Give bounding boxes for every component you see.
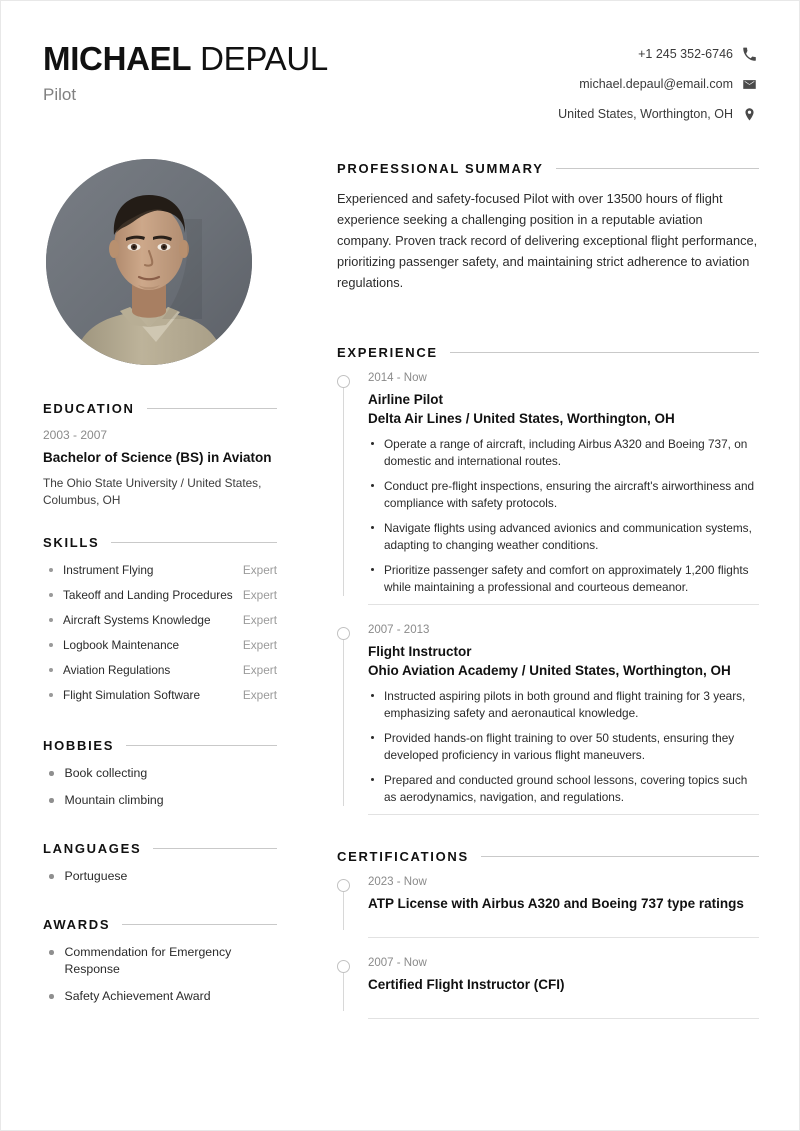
contact-phone[interactable] (558, 41, 757, 67)
timeline-dot-icon (337, 960, 350, 973)
skill-name: Flight Simulation Software (63, 688, 201, 702)
experience-role: Flight Instructor (368, 644, 472, 659)
certification-entry (337, 876, 759, 929)
heading-rule (556, 168, 759, 169)
list-item (43, 562, 277, 579)
certification-entry (337, 957, 759, 1010)
certifications-section (337, 849, 759, 1019)
experience-bullets (368, 436, 759, 595)
experience-dates: 2007 - 2013 (368, 624, 430, 636)
timeline-line (343, 627, 344, 806)
certification-title: Certified Flight Instructor (CFI) (368, 977, 565, 992)
skill-level: Expert (242, 638, 277, 652)
education-heading-text: EDUCATION (43, 401, 135, 416)
languages-section (43, 841, 277, 885)
hobby-text: Mountain climbing (64, 793, 164, 807)
entry-divider (368, 1018, 759, 1019)
education-heading (43, 401, 277, 416)
certification-title: ATP License with Airbus A320 and Boeing 737 type ratings (368, 896, 744, 911)
summary-text: Experienced and safety-focused Pilot with over 13500 hours of flight experience seeking a challenging position in a reputable aviation company. Proven track record of delivering exceptional flight performance, prioritizing passenger safety, and maintaining strict adherence to aviation regulations. (337, 191, 758, 290)
bullet-item: Instructed aspiring pilots in both ground and flight training for 3 years, emphasizing safety and aeronautical knowledge. (368, 688, 759, 721)
awards-heading-text: AWARDS (43, 917, 111, 932)
skill-level: Expert (242, 688, 277, 702)
bullet-item: Operate a range of aircraft, including Airbus A320 and Boeing 737, on domestic and international routes. (368, 436, 759, 469)
bullet-item: Navigate flights using advanced avionics and communication systems, adapting to changing weather conditions. (368, 520, 759, 553)
bullet-icon (49, 568, 53, 572)
certifications-heading (337, 849, 759, 864)
summary-heading-text: PROFESSIONAL SUMMARY (337, 161, 544, 176)
experience-entry (337, 372, 759, 595)
portrait-photo (46, 159, 252, 365)
contact-email-text: michael.depaul@email.com (579, 77, 733, 91)
summary-section (337, 161, 759, 293)
experience-dates: 2014 - Now (368, 372, 427, 384)
bullet-item: Conduct pre-flight inspections, ensuring the aircraft's airworthiness and compliance with safety protocols. (368, 478, 759, 511)
experience-entry (337, 624, 759, 805)
contact-location[interactable] (558, 101, 757, 127)
languages-heading (43, 841, 277, 856)
hobby-text: Book collecting (64, 766, 148, 780)
award-text: Safety Achievement Award (64, 989, 211, 1003)
bullet-icon (49, 643, 53, 647)
languages-heading-text: LANGUAGES (43, 841, 142, 856)
hobbies-heading (43, 738, 277, 753)
list-item (43, 792, 277, 809)
skill-name: Instrument Flying (63, 563, 154, 577)
bullet-icon (49, 668, 53, 672)
experience-organization: Delta Air Lines / United States, Worthington, OH (368, 411, 675, 426)
timeline-dot-icon (337, 627, 350, 640)
skill-level: Expert (242, 663, 277, 677)
bullet-icon (49, 693, 53, 697)
heading-rule (126, 745, 277, 746)
envelope-icon (742, 77, 757, 92)
experience-role: Airline Pilot (368, 392, 444, 407)
bullet-item: Provided hands-on flight training to over 50 students, ensuring they developed proficiency in various flight maneuvers. (368, 730, 759, 763)
contact-phone-text: +1 245 352-6746 (638, 47, 733, 61)
heading-rule (450, 352, 759, 353)
bullet-icon (49, 798, 54, 803)
bullet-item: Prepared and conducted ground school lessons, covering topics such as aerodynamics, navigation, and regulations. (368, 772, 759, 805)
awards-heading (43, 917, 277, 932)
certifications-timeline (337, 876, 759, 1019)
phone-icon (742, 47, 757, 62)
skill-level: Expert (242, 588, 277, 602)
job-title: Pilot (43, 85, 77, 104)
bullet-item: Prioritize passenger safety and comfort on approximately 1,200 flights while maintaining a professional and courteous demeanor. (368, 562, 759, 595)
list-item (43, 944, 277, 978)
list-item (43, 662, 277, 679)
skill-name: Aviation Regulations (63, 663, 171, 677)
list-item (43, 687, 277, 704)
heading-rule (481, 856, 759, 857)
skill-name: Takeoff and Landing Procedures (63, 588, 233, 602)
awards-section (43, 917, 277, 1005)
timeline-line (343, 375, 344, 596)
contact-email[interactable] (558, 71, 757, 97)
first-name: MICHAEL (43, 40, 192, 77)
skills-section (43, 535, 277, 704)
experience-bullets (368, 688, 759, 805)
hobbies-heading-text: HOBBIES (43, 738, 115, 753)
resume-header (43, 39, 757, 129)
contact-list (558, 41, 757, 131)
list-item (43, 868, 277, 885)
education-dates: 2003 - 2007 (43, 428, 108, 442)
heading-rule (153, 848, 277, 849)
skill-level: Expert (242, 563, 277, 577)
bullet-icon (49, 618, 53, 622)
sidebar (43, 401, 277, 1015)
education-section (43, 401, 277, 509)
list-item (43, 988, 277, 1005)
bullet-icon (49, 874, 54, 879)
timeline-dot-icon (337, 879, 350, 892)
avatar (46, 159, 252, 365)
location-pin-icon (742, 107, 757, 122)
experience-organization: Ohio Aviation Academy / United States, Worthington, OH (368, 663, 731, 678)
skill-name: Aircraft Systems Knowledge (63, 613, 211, 627)
bullet-icon (49, 950, 54, 955)
list-item (43, 637, 277, 654)
skill-name: Logbook Maintenance (63, 638, 180, 652)
bullet-icon (49, 771, 54, 776)
experience-timeline (337, 372, 759, 815)
page-title (43, 39, 328, 79)
experience-heading-text: EXPERIENCE (337, 345, 438, 360)
last-name: DEPAUL (200, 40, 328, 77)
timeline-dot-icon (337, 375, 350, 388)
main-content (337, 161, 759, 1019)
entry-divider (368, 814, 759, 815)
skills-heading (43, 535, 277, 550)
certification-dates: 2023 - Now (368, 876, 427, 888)
bullet-icon (49, 593, 53, 597)
summary-heading (337, 161, 759, 176)
experience-heading (337, 345, 759, 360)
language-text: Portuguese (64, 869, 128, 883)
education-degree: Bachelor of Science (BS) in Aviaton (43, 450, 272, 465)
heading-rule (147, 408, 277, 409)
list-item (43, 765, 277, 782)
award-text: Commendation for Emergency Response (64, 945, 232, 976)
heading-rule (111, 542, 277, 543)
experience-section (337, 345, 759, 815)
heading-rule (122, 924, 277, 925)
name-block (43, 39, 328, 105)
certifications-heading-text: CERTIFICATIONS (337, 849, 469, 864)
hobbies-section (43, 738, 277, 809)
education-entry (43, 428, 277, 509)
list-item (43, 612, 277, 629)
education-school: The Ohio State University / United States, Columbus, OH (43, 476, 262, 507)
skill-level: Expert (242, 613, 277, 627)
skills-heading-text: SKILLS (43, 535, 100, 550)
bullet-icon (49, 994, 54, 999)
list-item (43, 587, 277, 604)
contact-location-text: United States, Worthington, OH (558, 107, 733, 121)
certification-dates: 2007 - Now (368, 957, 427, 969)
